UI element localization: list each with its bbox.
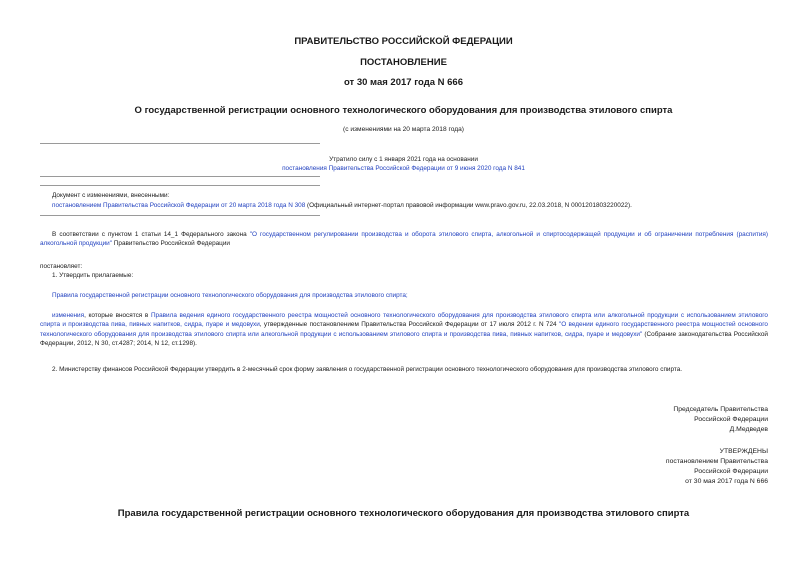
document-title: О государственной регистрации основного технологического оборудования для производства этилового спирта [134, 105, 673, 116]
approved-country: Российской Федерации [694, 467, 768, 475]
divider [40, 215, 320, 216]
divider [40, 176, 320, 177]
changes-link[interactable]: постановлением Правительства Российской Федерации от 20 марта 2018 года N 308 [52, 202, 306, 209]
item-2: 2. Министерству финансов Российской Федерации утвердить в 2-месячный срок форму заявления о государственной регистрации основного технологического оборудования для производства этилового спирта. [52, 366, 683, 373]
approved-date: от 30 мая 2017 года N 666 [685, 477, 768, 485]
signature-name: Д.Медведев [729, 425, 768, 433]
signature-position: Председатель Правительства [673, 406, 768, 413]
registry-resolution-link[interactable]: "О ведении единого государственного реестра мощностей основного технологического оборудования для производства этилового спирта или алкогольной продукции с использованием этилового спирта и производства пива, пивных напитков, сидра, пуаре и медовухи" [40, 321, 768, 338]
amendments-note: (с изменениями на 20 марта 2018 года) [343, 126, 464, 133]
rules-title: Правила государственной регистрации основного технологического оборудования для производства этилового спирта [117, 508, 690, 519]
rules-link[interactable]: Правила государственной регистрации основного технологического оборудования для производства этилового спирта; [52, 292, 408, 299]
signature-block [500, 405, 768, 435]
item-1: 1. Утвердить прилагаемые: [52, 272, 134, 279]
government-heading: ПРАВИТЕЛЬСТВО РОССИЙСКОЙ ФЕДЕРАЦИИ [294, 36, 513, 47]
changes-text-2: , утвержденные постановлением Правительства Российской Федерации от 17 июля 2012 г. N 724 [259, 321, 559, 329]
registry-rules-link[interactable]: Правила ведения единого государственного реестра мощностей основного технологического оборудования для производства этилового спирта или алкогольной продукции с использованием этилового спирта и производства пива, пивных напитков, сидра, пуаре и медовухи [40, 312, 768, 329]
changes-label: Документ с изменениями, внесенными: [52, 192, 170, 199]
changes-text-1: , которые вносятся в [84, 312, 151, 319]
approved-label: УТВЕРЖДЕНЫ [719, 448, 768, 455]
preamble-start: В соответствии с пунктом 1 статьи 14_1 Федерального закона [52, 231, 250, 238]
doc-date-number: от 30 мая 2017 года N 666 [343, 77, 464, 88]
resolves-text: постановляет: [40, 263, 83, 270]
changes-paragraph [40, 311, 768, 348]
divider [40, 143, 320, 144]
expiry-note: Утратило силу с 1 января 2021 года на основании [329, 156, 478, 163]
changes-text-3: (Собрание законодательства Российской Федерации, 2012, N 30, ст.4287; 2014, N 12, ст.1298). [40, 330, 768, 347]
changes-source-text: (Официальный интернет-портал правовой информации www.pravo.gov.ru, 22.03.2018, N 0001201803220022). [305, 202, 632, 209]
preamble-end: Правительство Российской Федерации [112, 240, 230, 248]
preamble-paragraph [40, 230, 768, 249]
changes-source [52, 201, 772, 210]
signature-country: Российской Федерации [694, 415, 768, 423]
approved-by: постановлением Правительства [665, 457, 768, 465]
approval-block [500, 447, 768, 486]
expiry-link[interactable]: постановления Правительства Российской Федерации от 9 июня 2020 года N 841 [282, 165, 525, 172]
doc-type-heading: ПОСТАНОВЛЕНИЕ [360, 57, 447, 68]
changes-link-1[interactable]: изменения [52, 312, 85, 319]
federal-law-link[interactable]: "О государственном регулировании производства и оборота этилового спирта, алкогольной и спиртосодержащей продукции и об ограничении потребления (распития) алкогольной продукции" [40, 231, 769, 248]
divider [40, 185, 320, 186]
